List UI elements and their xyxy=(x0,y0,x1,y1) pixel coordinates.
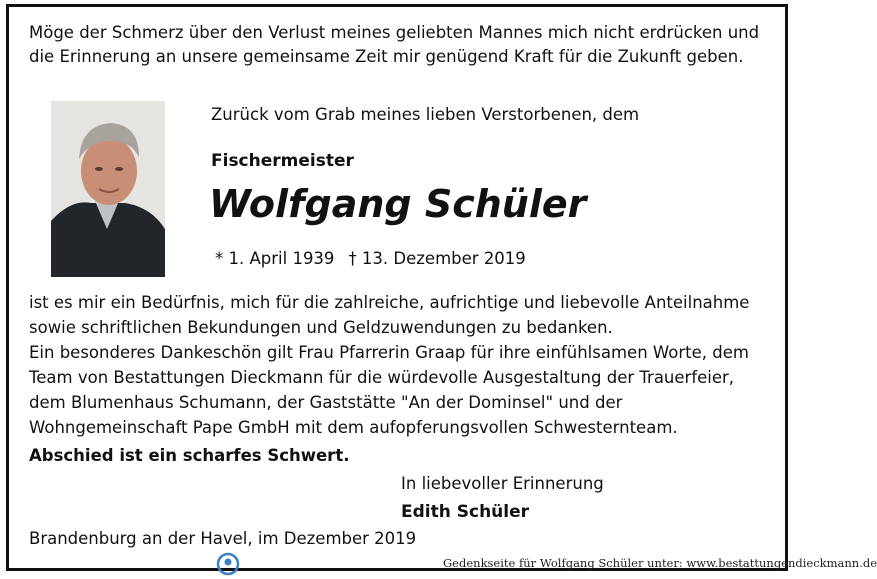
signer-name: Edith Schüler xyxy=(401,502,530,522)
portrait-image xyxy=(51,101,165,277)
death-date: † 13. Dezember 2019 xyxy=(348,249,526,268)
thanks-line-4: Team von Bestattungen Dieckmann für die würdevolle Ausgestaltung der Trauerfeier, xyxy=(29,368,735,387)
deceased-name: Wolfgang Schüler xyxy=(209,182,587,226)
obituary-card xyxy=(6,4,877,571)
closing-text: In liebevoller Erinnerung xyxy=(401,474,604,493)
thanks-line-1: ist es mir ein Bedürfnis, mich für die zahlreiche, aufrichtige und liebevolle Anteilnahme xyxy=(29,293,750,312)
thanks-line-2: sowie schriftlichen Bekundungen und Geldzuwendungen zu bedanken. xyxy=(29,318,613,337)
place-date: Brandenburg an der Havel, im Dezember 2019 xyxy=(29,529,417,548)
thanks-text xyxy=(29,290,749,440)
birth-date: * 1. April 1939 xyxy=(215,249,335,268)
intro-text xyxy=(29,21,759,69)
footer-text[interactable]: Gedenkseite für Wolfgang Schüler unter: www.bestattungendieckmann.de xyxy=(443,556,877,570)
intro-line-1: Möge der Schmerz über den Verlust meines geliebten Mannes mich nicht erdrücken und xyxy=(29,23,760,42)
thanks-line-5: dem Blumenhaus Schumann, der Gaststätte "An der Dominsel" und der xyxy=(29,393,623,412)
occupation-title: Fischermeister xyxy=(211,151,354,171)
intro-line-2: die Erinnerung an unsere gemeinsame Zeit mir genügend Kraft für die Zukunft geben. xyxy=(29,47,744,66)
life-dates xyxy=(215,247,526,271)
thanks-line-3: Ein besonderes Dankeschön gilt Frau Pfarrerin Graap für ihre einfühlsamen Worte, dem xyxy=(29,343,749,362)
return-text: Zurück vom Grab meines lieben Verstorbenen, dem xyxy=(211,105,640,124)
memorial-logo-icon xyxy=(217,553,239,575)
thanks-line-6: Wohngemeinschaft Pape GmbH mit dem aufopferungsvollen Schwesternteam. xyxy=(29,418,678,437)
motto-text: Abschied ist ein scharfes Schwert. xyxy=(29,446,350,465)
portrait-photo xyxy=(51,101,165,277)
